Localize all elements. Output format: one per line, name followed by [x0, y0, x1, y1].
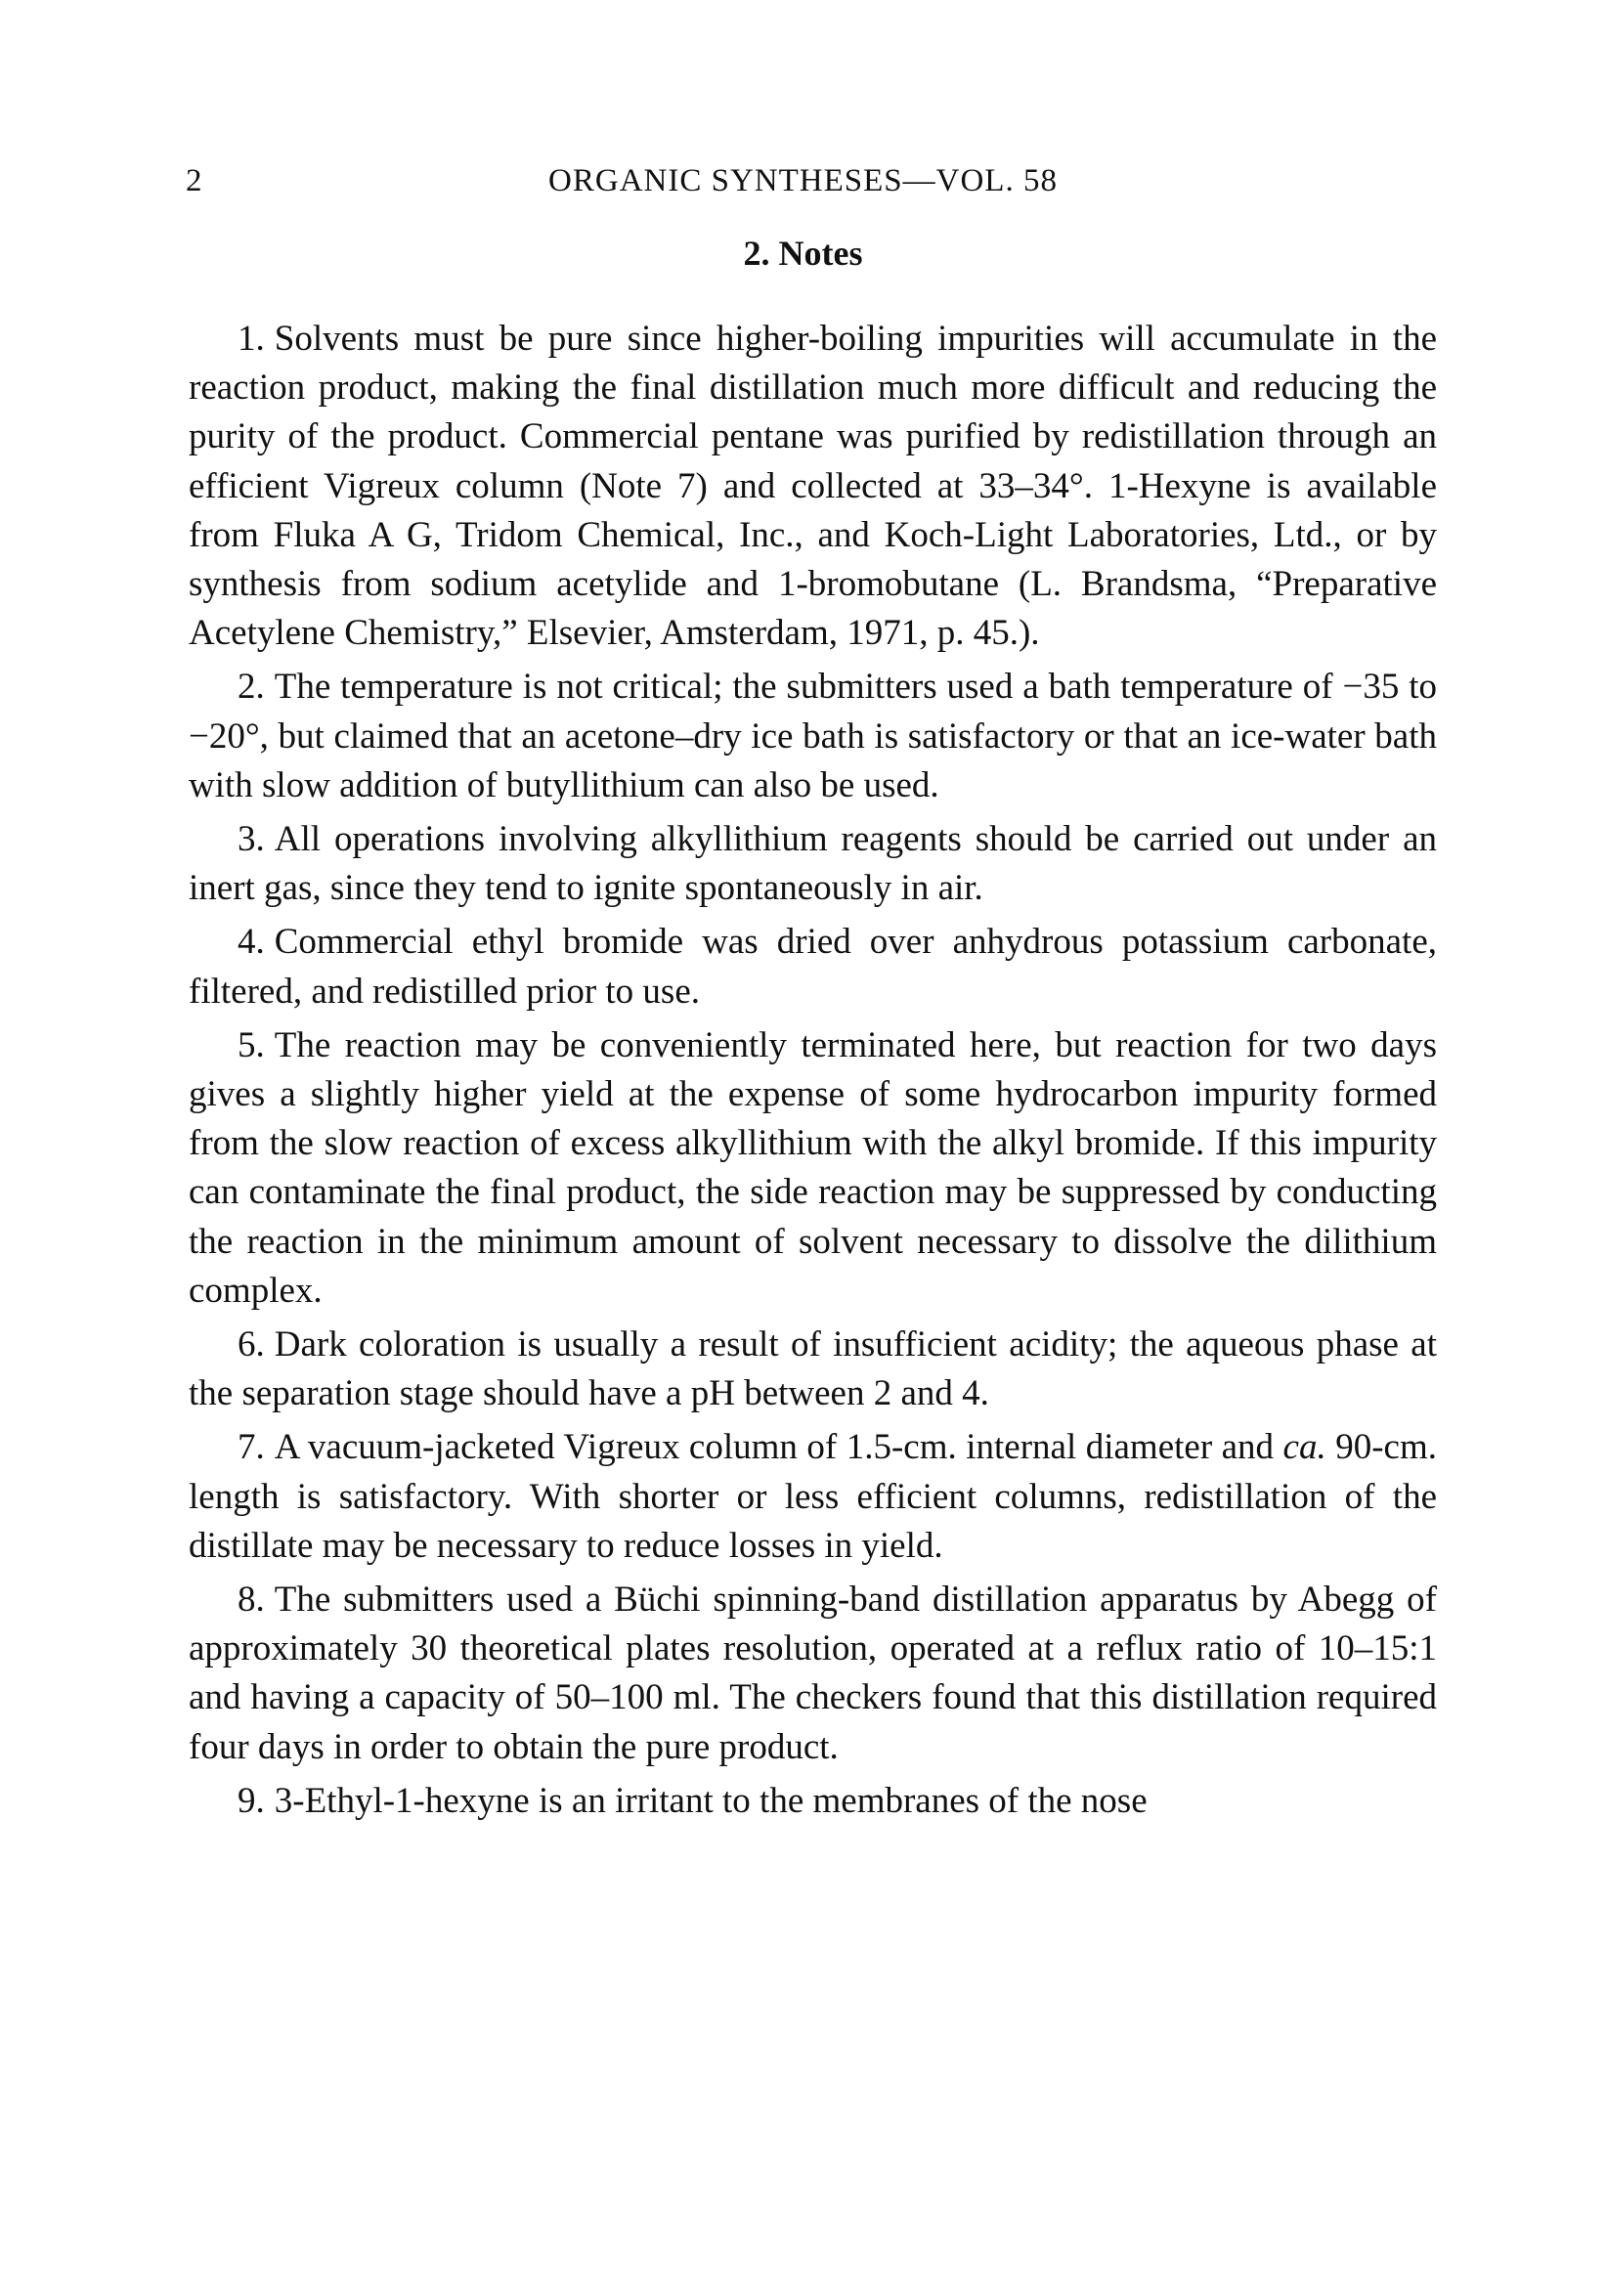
- note-1: [189, 315, 1437, 658]
- page-number: 2: [186, 163, 202, 198]
- note-number: 6.: [238, 1324, 265, 1365]
- note-text-end: 90-cm. length is satisfactory. With shorter or less efficient columns, redistillation of the distillate may be necessary to reduce losses in yield.: [189, 1427, 1437, 1566]
- note-number: 2.: [238, 667, 265, 708]
- note-text: Solvents must be pure since higher-boiling impurities will accumulate in the reaction product, making the final distillation much more difficult and reducing the purity of the product. Commercial pentane was purified by redistillation through an efficient Vigreux column (Note 7) and collected at 33–34°. 1-Hexyne is available from Fluka A G, Tridom Chemical, Inc., and Koch-Light Laboratories, Ltd., or by synthesis from sodium acetylide and 1-bromobutane (L. Brandsma, “Preparative Acetylene Chemistry,” Elsevier, Amsterdam, 1971, p. 45.).: [189, 319, 1437, 654]
- note-text: All operations involving alkyllithium reagents should be carried out under an inert gas, since they tend to ignite spontaneously in air.: [189, 819, 1437, 909]
- note-5: [189, 1021, 1437, 1316]
- note-number: 4.: [238, 922, 265, 963]
- note-number: 5.: [238, 1024, 265, 1065]
- note-9: [189, 1777, 1437, 1826]
- note-number: 7.: [238, 1427, 265, 1468]
- note-text: The temperature is not critical; the submitters used a bath temperature of −35 to −20°, but claimed that an acetone–dry ice bath is satisfactory or that an ice-water bath with slow addition of butyllithium can also be used.: [189, 667, 1437, 805]
- notes-list: [189, 315, 1437, 1831]
- note-8: [189, 1576, 1437, 1772]
- note-text: The reaction may be conveniently terminated here, but reaction for two days gives a slightly higher yield at the expense of some hydrocarbon impurity formed from the slow reaction of excess alkyllithium with the alkyl bromide. If this impurity can contaminate the final product, the side reaction may be suppressed by conducting the reaction in the minimum amount of solvent necessary to dissolve the dilithium complex.: [189, 1024, 1437, 1311]
- note-4: [189, 918, 1437, 1016]
- note-text: Commercial ethyl bromide was dried over anhydrous potassium carbonate, filtered, and redistilled prior to use.: [189, 922, 1437, 1012]
- note-number: 1.: [238, 319, 265, 359]
- note-3: [189, 815, 1437, 913]
- note-2: [189, 663, 1437, 810]
- running-title: ORGANIC SYNTHESES—VOL. 58: [548, 163, 1058, 198]
- note-7: [189, 1423, 1437, 1571]
- note-text: The submitters used a Büchi spinning-band distillation apparatus by Abegg of approximately 30 theoretical plates resolution, operated at a reflux ratio of 10–15:1 and having a capacity of 50–100 ml. The checkers found that this distillation required four days in order to obtain the pure product.: [189, 1580, 1437, 1767]
- note-text-italic: ca.: [1282, 1427, 1326, 1468]
- section-heading: 2. Notes: [743, 234, 863, 273]
- note-text: 3-Ethyl-1-hexyne is an irritant to the membranes of the nose: [274, 1780, 1148, 1821]
- note-number: 8.: [238, 1580, 265, 1621]
- note-text-start: A vacuum-jacketed Vigreux column of 1.5-cm. internal diameter and: [274, 1427, 1283, 1468]
- note-text: Dark coloration is usually a result of insufficient acidity; the aqueous phase at the separation stage should have a pH between 2 and 4.: [189, 1324, 1437, 1414]
- running-head: [0, 156, 1606, 205]
- note-number: 9.: [238, 1780, 265, 1821]
- note-number: 3.: [238, 819, 265, 860]
- note-6: [189, 1321, 1437, 1418]
